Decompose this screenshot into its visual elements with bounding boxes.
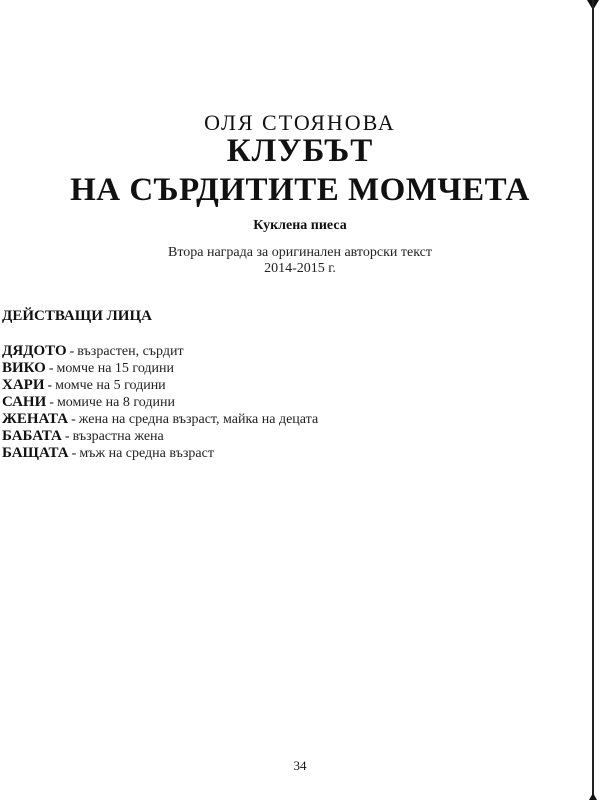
- cast-name: БАБАТА: [2, 428, 62, 444]
- cast-item: [2, 411, 318, 428]
- cast-item: [2, 394, 318, 411]
- cast-description: мъж на средна възраст: [79, 446, 214, 461]
- cast-separator: -: [48, 361, 54, 376]
- cast-item: [2, 360, 318, 377]
- cast-separator: -: [64, 429, 70, 444]
- cast-item: [2, 428, 318, 445]
- cast-separator: -: [71, 412, 76, 427]
- award-line-1: Втора награда за оригинален авторски текст: [167, 245, 432, 260]
- cast-item: [2, 377, 318, 394]
- cast-item: [2, 343, 318, 360]
- award-line-2: 2014-2015 г.: [264, 261, 336, 276]
- cast-item: [2, 445, 318, 462]
- cast-description: момче на 5 години: [55, 378, 166, 393]
- cast-name: БАЩАТА: [2, 445, 69, 461]
- play-subtitle: Куклена пиеса: [253, 218, 347, 233]
- cast-name: ДЯДОТО: [2, 343, 67, 359]
- cast-name: ХАРИ: [2, 377, 45, 393]
- play-title-line-1: КЛУБЪТ: [226, 133, 374, 169]
- play-title-line-2: НА СЪРДИТИТЕ МОМЧЕТА: [70, 172, 530, 208]
- cast-separator: -: [71, 446, 77, 461]
- cast-description: жена на средна възраст, майка на децата: [78, 412, 319, 427]
- cast-description: момиче на 8 години: [56, 395, 175, 410]
- cast-separator: -: [49, 395, 54, 410]
- cast-name: ВИКО: [2, 360, 46, 376]
- cast-name: ЖЕНАТА: [2, 411, 69, 427]
- cast-description: възрастен, сърдит: [77, 344, 184, 359]
- cast-separator: -: [47, 378, 53, 393]
- page-edge-bottom-mark: [589, 793, 597, 800]
- award-note: [0, 245, 600, 277]
- cast-separator: -: [69, 344, 75, 359]
- author-name: ОЛЯ СТОЯНОВА: [204, 110, 396, 135]
- cast-description: възрастна жена: [72, 429, 164, 444]
- cast-heading: ДЕЙСТВАЩИ ЛИЦА: [2, 308, 152, 324]
- page-number: 34: [293, 758, 307, 773]
- cast-name: САНИ: [2, 394, 47, 410]
- cast-list: [2, 343, 318, 462]
- cast-description: момче на 15 години: [56, 361, 175, 376]
